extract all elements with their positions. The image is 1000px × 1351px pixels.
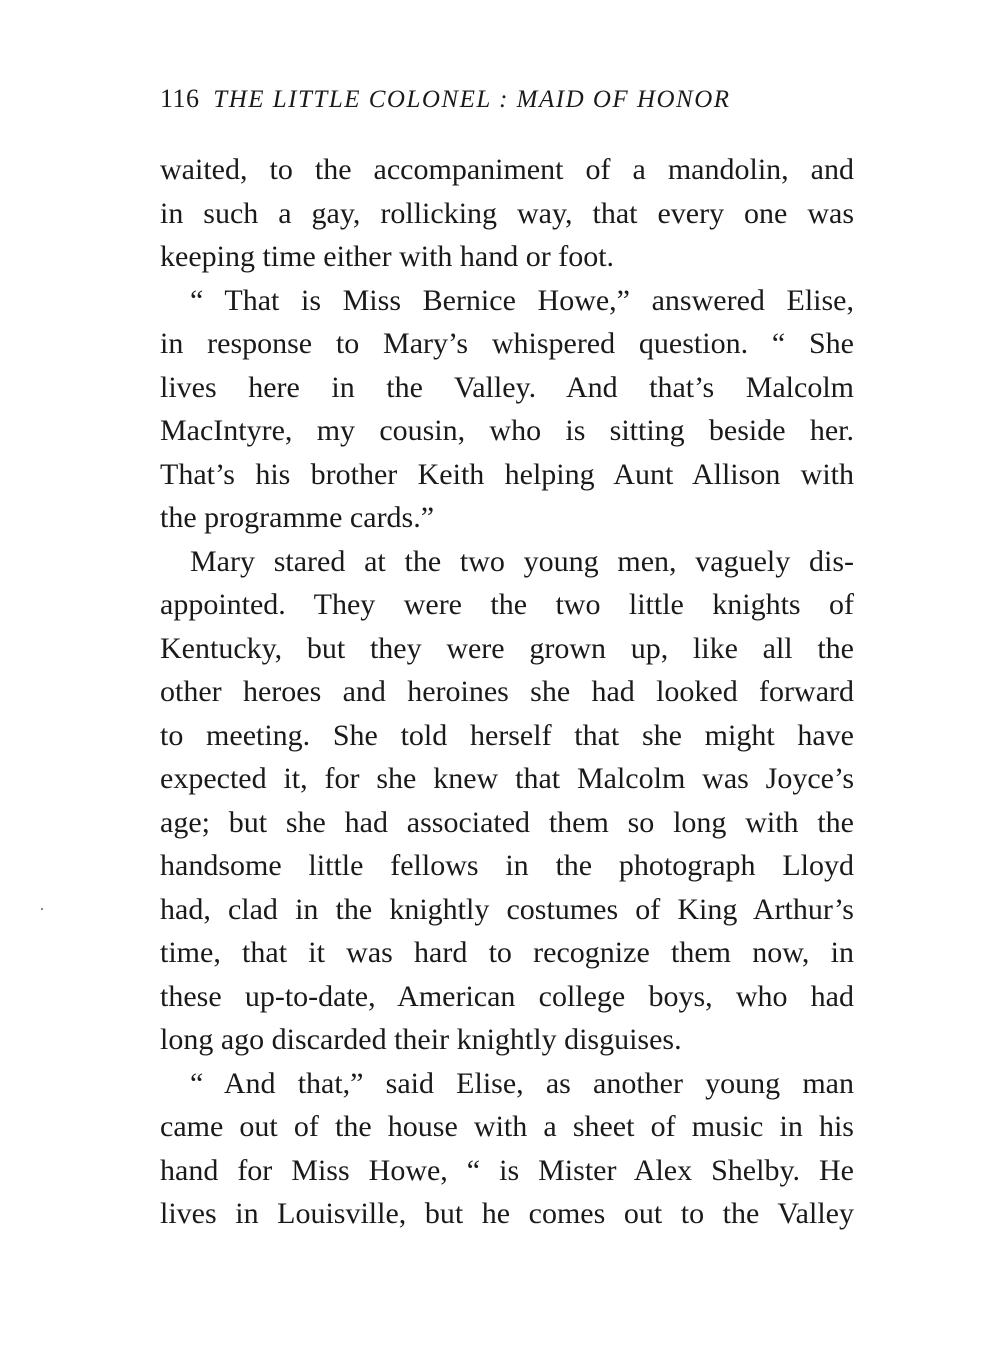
text-line: “ That is Miss Bernice Howe,” answered Elise, (190, 283, 854, 317)
text-line: MacIntyre, my cousin, who is sitting beside her. (160, 414, 854, 447)
text-line: waited, to the accompaniment of a mandolin, and (160, 153, 854, 186)
text-line: in response to Mary’s whispered question. “ She (160, 327, 854, 360)
text-line: That’s his brother Keith helping Aunt Allison with (160, 457, 854, 491)
text-line: lives in Louisville, but he comes out to the Valley (160, 1197, 854, 1230)
text-line: had, clad in the knightly costumes of King Arthur’s (160, 892, 854, 926)
text-line: hand for Miss Howe, “ is Mister Alex Shelby. He (160, 1153, 854, 1187)
text-line: Kentucky, but they were grown up, like all the (160, 631, 854, 665)
text-line: long ago discarded their knightly disguises. (160, 1023, 682, 1056)
text-line: handsome little fellows in the photograph Lloyd (160, 849, 854, 882)
body-text (160, 148, 854, 1236)
page-number: 116 (160, 84, 200, 113)
text-line: these up-to-date, American college boys, who had (160, 979, 854, 1013)
running-head (160, 84, 860, 114)
book-title: THE LITTLE COLONEL : MAID OF HONOR (213, 86, 731, 113)
text-line: appointed. They were the two little knights of (160, 588, 854, 621)
text-line: Mary stared at the two young men, vaguely dis- (190, 544, 854, 578)
text-line: lives here in the Valley. And that’s Malcolm (160, 370, 854, 404)
text-line: in such a gay, rollicking way, that every one was (160, 196, 854, 230)
text-line: the programme cards.” (160, 501, 435, 534)
text-line: time, that it was hard to recognize them now, in (160, 936, 854, 969)
text-line: age; but she had associated them so long with the (160, 805, 854, 839)
text-line: keeping time either with hand or foot. (160, 240, 615, 273)
text-line: other heroes and heroines she had looked forward (160, 675, 854, 708)
text-line: to meeting. She told herself that she might have (160, 718, 854, 752)
text-line: expected it, for she knew that Malcolm was Joyce’s (160, 762, 854, 795)
text-line: “ And that,” said Elise, as another young man (190, 1066, 854, 1100)
scan-speck (41, 908, 43, 910)
text-line: came out of the house with a sheet of music in his (160, 1110, 854, 1143)
